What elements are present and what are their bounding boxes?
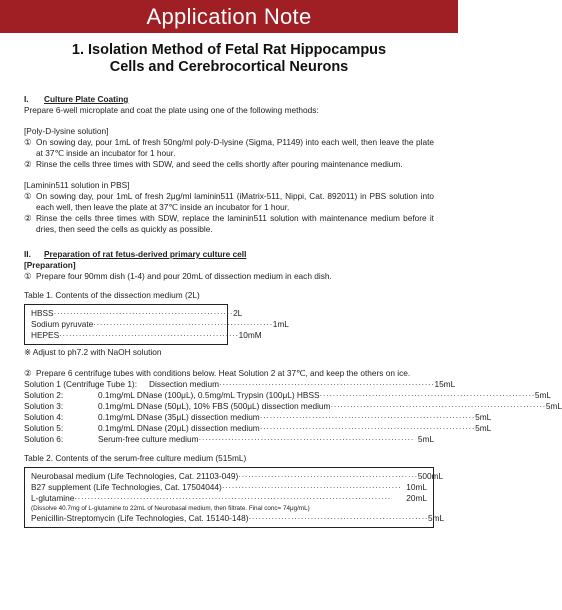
ingredient: Neurobasal medium (Life Technologies, Cat. 21103-049)	[31, 471, 239, 481]
section-2-number: II.	[24, 249, 31, 259]
section-2-title: Preparation of rat fetus-derived primary culture cell	[44, 249, 247, 259]
table-1-row	[31, 308, 243, 319]
solution-description: Serum-free culture medium	[98, 434, 199, 444]
prep-step-2	[24, 368, 434, 379]
table-2-row	[31, 493, 427, 504]
ingredient: HEPES	[31, 330, 60, 340]
section-1-heading	[24, 94, 434, 105]
leader-dots: ·······················································	[93, 319, 273, 329]
step-text: Prepare four 90mm dish (1-4) and pour 20mL of dissection medium in each dish.	[36, 271, 332, 281]
solution-amount: 15mL	[434, 379, 456, 389]
leader-dots: ··································································	[198, 434, 414, 444]
ingredient: L-glutamine	[31, 493, 75, 503]
table-2	[24, 467, 445, 528]
table-1-row	[31, 319, 289, 330]
solution-description: 0.1mg/mL DNase (20μL) dissection medium	[98, 423, 260, 433]
laminin-step-2	[24, 213, 434, 235]
solution-description: Dissection medium	[149, 379, 220, 389]
step-marker: ②	[24, 368, 32, 378]
solution-row	[24, 390, 552, 401]
l-glutamine-note: (Dissolve 40.7mg of L-glutamine to 22mL of Neurobasal medium, then filtrate. Final conc= 74μg/mL)	[31, 505, 310, 512]
ingredient: B27 supplement (Life Technologies, Cat. 17504044)	[31, 482, 222, 492]
leader-dots: ··································································	[259, 423, 476, 433]
leader-dots: ··································································	[259, 412, 476, 422]
step-marker: ②	[24, 213, 32, 223]
solution-amount: 5mL	[475, 423, 492, 433]
solution-label: Solution 6:	[24, 434, 64, 444]
leader-dots: ··································································	[319, 390, 535, 400]
section-2-heading	[24, 249, 434, 260]
laminin-label: [Laminin511 solution in PBS]	[24, 180, 130, 190]
leader-dots: ·······················································	[221, 482, 402, 492]
amount: 10mM	[238, 330, 262, 340]
solutions-list	[24, 379, 562, 445]
solution-row	[24, 423, 492, 434]
preparation-label: [Preparation]	[24, 260, 76, 270]
step-text: On sowing day, pour 1mL of fresh 2μg/ml laminin511 (iMatrix-511, Nippi, Cat. 892011) in PBS solution into each well, then leave the plate at 37℃ inside an incubator for 1 hour.	[36, 191, 434, 212]
step-marker: ①	[24, 191, 32, 201]
table-2-row	[31, 513, 445, 524]
solution-row	[24, 434, 434, 445]
leader-dots: ·······················································	[238, 471, 418, 481]
step-text: Rinse the cells three times with SDW, and seed the cells shortly after pouring maintenance medium.	[36, 159, 403, 169]
solution-row	[24, 412, 492, 423]
document-title	[20, 42, 438, 76]
step-text: On sowing day, pour 1mL of fresh 50ng/ml poly-D-lysine (Sigma, P1149) into each well, then leave the plate at 37℃ inside an incubator for 1 hour.	[36, 137, 434, 158]
solution-amount: 5mL	[534, 390, 552, 400]
solution-row	[24, 379, 456, 390]
prep-step-1	[24, 271, 434, 282]
step-text: Prepare 6 centrifuge tubes with conditions below. Heat Solution 2 at 37℃, and keep the others on ice.	[36, 368, 411, 378]
solution-label: Solution 1 (Centrifuge Tube 1):	[24, 379, 137, 389]
solution-amount: 5mL	[417, 434, 434, 444]
table-2-caption: Table 2. Contents of the serum-free culture medium (515mL)	[24, 453, 247, 463]
ingredient: Sodium pyruvate	[31, 319, 94, 329]
step-marker: ①	[24, 271, 32, 281]
solution-label: Solution 5:	[24, 423, 64, 433]
step-marker: ①	[24, 137, 32, 147]
amount: 500mL	[417, 471, 444, 481]
leader-dots: ·······················································	[248, 513, 428, 523]
ph-adjust-note: ※ Adjust to ph7.2 with NaOH solution	[24, 347, 162, 357]
solution-amount: 5mL	[545, 401, 562, 411]
leader-dots: ·································································································	[74, 493, 391, 503]
step-marker: ②	[24, 159, 32, 169]
solution-label: Solution 3:	[24, 401, 64, 411]
document-body	[0, 94, 562, 528]
leader-dots: ·······················································	[53, 308, 234, 318]
leader-dots: ··································································	[330, 401, 546, 411]
amount: 5mL	[428, 513, 445, 523]
pdl-label: [Poly-D-lysine solution]	[24, 126, 109, 136]
ingredient: HBSS	[31, 308, 54, 318]
solution-label: Solution 2:	[24, 390, 64, 400]
solution-row	[24, 401, 562, 412]
table-2-row	[31, 482, 427, 493]
section-1-title: Culture Plate Coating	[44, 94, 129, 104]
title-line-1: 1. Isolation Method of Fetal Rat Hippocampus	[71, 42, 387, 58]
table-1-caption: Table 1. Contents of the dissection medium (2L)	[24, 290, 200, 300]
ingredient: Penicillin-Streptomycin (Life Technologies, Cat. 15140-148)	[31, 513, 249, 523]
leader-dots: ··································································	[219, 379, 435, 389]
solution-description: 0.1mg/mL DNase (100μL), 0.5mg/mL Trypsin (100μL) HBSS	[98, 390, 320, 400]
leader-dots: ·······················································	[59, 330, 239, 340]
title-line-2: Cells and Cerebrocortical Neurons	[109, 59, 349, 75]
solution-label: Solution 4:	[24, 412, 64, 422]
solution-amount: 5mL	[475, 412, 492, 422]
solution-description: 0.1mg/mL DNase (35μL) dissection medium	[98, 412, 260, 422]
pdl-step-2	[24, 159, 434, 170]
table-2-row	[31, 471, 444, 482]
section-1-number: I.	[24, 94, 29, 104]
table-1-row	[31, 330, 262, 341]
amount: 20mL	[406, 493, 427, 503]
laminin-step-1	[24, 191, 434, 213]
pdl-step-1	[24, 137, 434, 159]
solution-description: 0.1mg/mL DNase (50μL), 10% FBS (500μL) dissection medium	[98, 401, 331, 411]
amount: 10mL	[406, 482, 427, 492]
table-1	[24, 304, 289, 345]
step-text: Rinse the cells three times with SDW, replace the laminin511 solution with maintenance medium before it dries, then seed the cells as quickly as possible.	[36, 213, 434, 234]
amount: 1mL	[272, 319, 289, 329]
amount: 2L	[233, 308, 243, 318]
application-note-banner: Application Note	[0, 0, 458, 33]
section-1-intro: Prepare 6-well microplate and coat the plate using one of the following methods:	[24, 105, 319, 115]
